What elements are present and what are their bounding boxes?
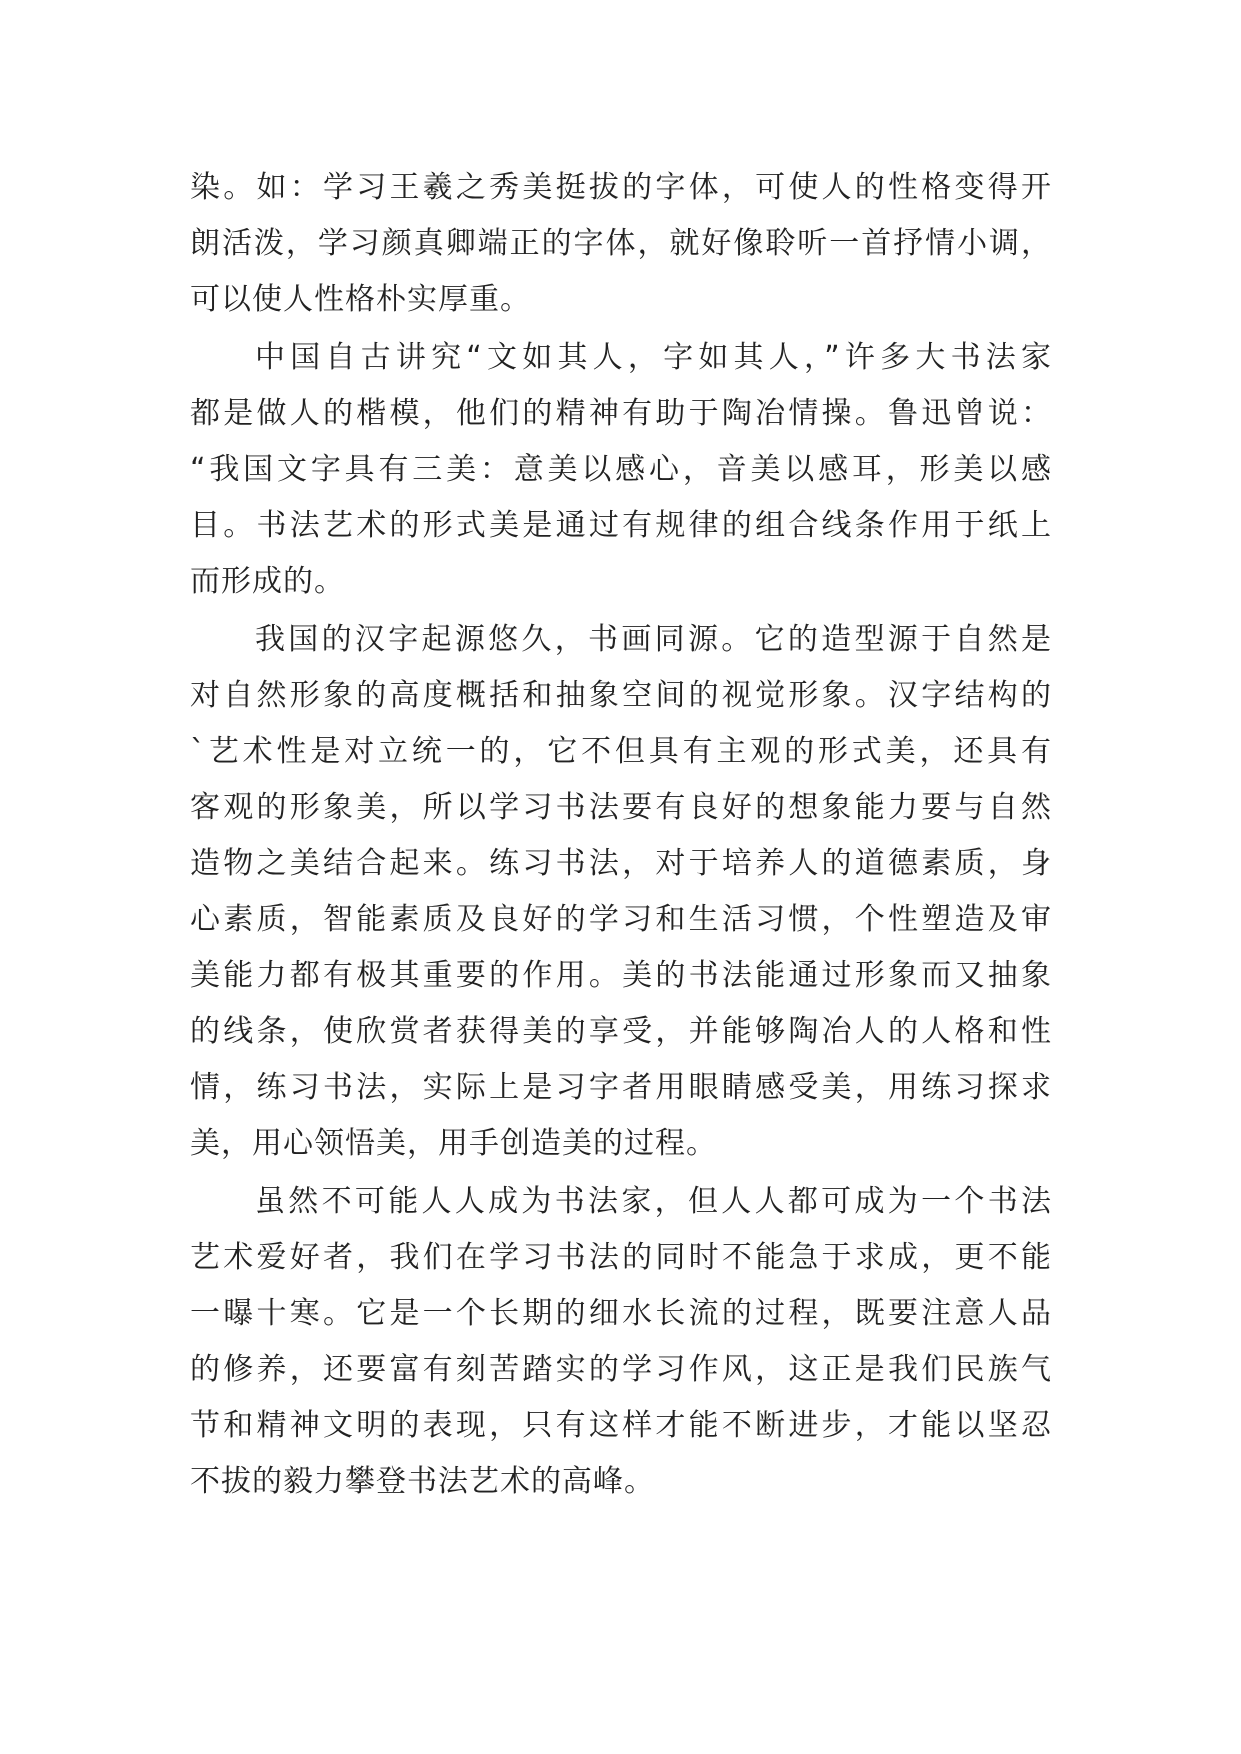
text-line: 心素质，智能素质及良好的学习和生活习惯，个性塑造及审 [190,902,1052,937]
paragraph-4 [190,1174,1052,1510]
text-line: 艺术爱好者，我们在学习书法的同时不能急于求成，更不能 [190,1240,1052,1275]
text-line: 朗活泼，学习颜真卿端正的字体，就好像聆听一首抒情小调， [190,226,1052,261]
text-line: 美能力都有极其重要的作用。美的书法能通过形象而又抽象 [190,958,1052,993]
text-line: 染。如：学习王羲之秀美挺拔的字体，可使人的性格变得开 [190,170,1052,205]
text-line: “我国文字具有三美：意美以感心，音美以感耳，形美以感 [190,452,1052,487]
text-line: 对自然形象的高度概括和抽象空间的视觉形象。汉字结构的 [190,678,1052,713]
text-line: 一曝十寒。它是一个长期的细水长流的过程，既要注意人品 [190,1296,1052,1331]
text-line: 都是做人的楷模，他们的精神有助于陶冶情操。鲁迅曾说： [190,396,1052,431]
text-line: 造物之美结合起来。练习书法，对于培养人的道德素质，身 [190,846,1052,881]
text-line: 可以使人性格朴实厚重。 [190,282,531,317]
text-line: 目。书法艺术的形式美是通过有规律的组合线条作用于纸上 [190,508,1052,543]
document-body [190,160,1052,1510]
text-line: 客观的形象美，所以学习书法要有良好的想象能力要与自然 [190,790,1052,825]
text-line: `艺术性是对立统一的，它不但具有主观的形式美，还具有 [190,734,1052,769]
text-line: 中国自古讲究“文如其人，字如其人，”许多大书法家 [255,340,1052,375]
paragraph-1 [190,160,1052,328]
paragraph-2 [190,330,1052,610]
paragraph-3 [190,612,1052,1172]
text-line: 的线条，使欣赏者获得美的享受，并能够陶冶人的人格和性 [190,1014,1052,1049]
text-line: 而形成的。 [190,564,345,599]
text-line: 我国的汉字起源悠久，书画同源。它的造型源于自然是 [255,622,1052,657]
text-line: 美，用心领悟美，用手创造美的过程。 [190,1126,717,1161]
text-line: 节和精神文明的表现，只有这样才能不断进步，才能以坚忍 [190,1408,1052,1443]
text-line: 的修养，还要富有刻苦踏实的学习作风，这正是我们民族气 [190,1352,1052,1387]
text-line: 不拔的毅力攀登书法艺术的高峰。 [190,1464,655,1499]
text-line: 虽然不可能人人成为书法家，但人人都可成为一个书法 [255,1184,1052,1219]
text-line: 情，练习书法，实际上是习字者用眼睛感受美，用练习探求 [190,1070,1052,1105]
